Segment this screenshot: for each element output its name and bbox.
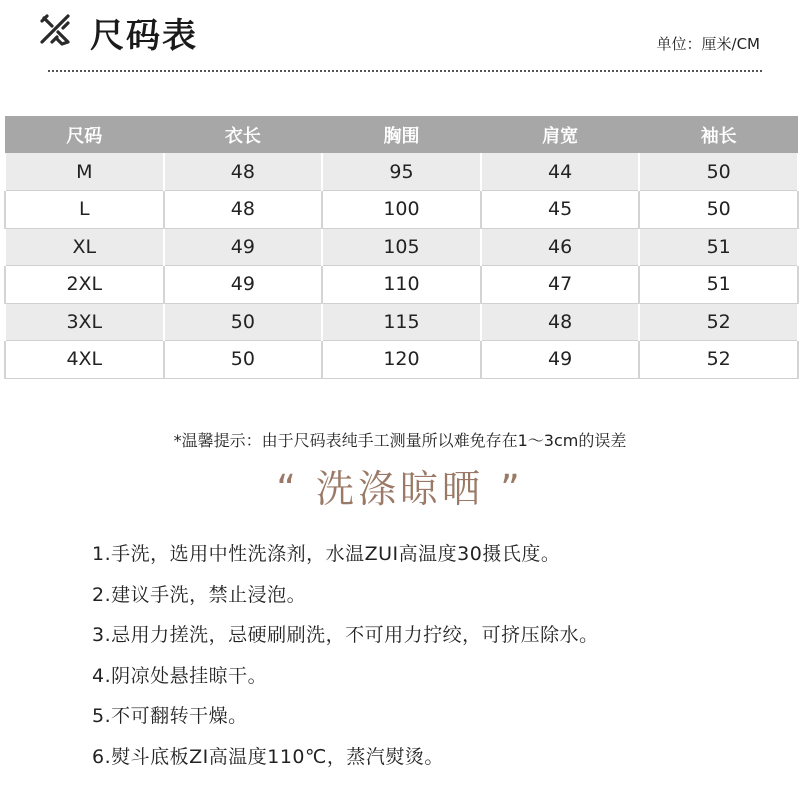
table-cell: 105 — [322, 228, 481, 266]
page-title: 尺码表 — [90, 16, 198, 56]
table-cell: 48 — [164, 153, 323, 191]
table-cell: 50 — [164, 303, 323, 341]
dotted-divider — [48, 70, 762, 72]
table-cell: 48 — [481, 303, 640, 341]
column-header-chest: 胸围 — [322, 116, 481, 153]
table-cell: L — [5, 191, 164, 229]
ruler-pencil-icon — [38, 12, 74, 48]
table-cell: 49 — [164, 266, 323, 304]
table-row — [5, 153, 798, 191]
table-row — [5, 341, 798, 379]
table-cell: 49 — [481, 341, 640, 379]
table-cell: 110 — [322, 266, 481, 304]
column-header-size: 尺码 — [5, 116, 164, 153]
care-instruction: 6.熨斗底板ZI高温度110℃，蒸汽熨烫。 — [92, 745, 444, 768]
table-cell: 50 — [164, 341, 323, 379]
care-instruction: 1.手洗，选用中性洗涤剂，水温ZUI高温度30摄氏度。 — [92, 543, 561, 565]
table-cell: 48 — [164, 191, 323, 229]
wash-section-heading: “ 洗涤晾晒 ” — [276, 467, 524, 511]
table-cell: 47 — [481, 266, 640, 304]
table-cell: 3XL — [5, 303, 164, 341]
table-cell: 120 — [322, 341, 481, 379]
table-cell: 46 — [481, 228, 640, 266]
care-instruction: 3.忌用力搓洗，忌硬刷刷洗，不可用力拧绞，可挤压除水。 — [92, 624, 599, 646]
table-cell: 49 — [164, 228, 323, 266]
unit-label: 单位：厘米/CM — [656, 35, 760, 53]
column-header-length: 衣长 — [164, 116, 323, 153]
care-instruction: 2.建议手洗，禁止浸泡。 — [92, 583, 307, 606]
table-cell: 95 — [322, 153, 481, 191]
table-cell: 52 — [639, 341, 798, 379]
table-cell: 52 — [639, 303, 798, 341]
table-row — [5, 228, 798, 266]
care-instruction: 5.不可翻转干燥。 — [92, 705, 248, 727]
table-cell: 50 — [639, 191, 798, 229]
table-cell: 4XL — [5, 341, 164, 379]
measurement-tip: *温馨提示：由于尺码表纯手工测量所以难免存在1～3cm的误差 — [173, 431, 627, 450]
size-table — [4, 116, 799, 379]
table-cell: 2XL — [5, 266, 164, 304]
table-cell: 100 — [322, 191, 481, 229]
table-row — [5, 266, 798, 304]
table-cell: 44 — [481, 153, 640, 191]
table-cell: 51 — [639, 266, 798, 304]
table-cell: 50 — [639, 153, 798, 191]
column-header-shoulder: 肩宽 — [481, 116, 640, 153]
table-header-row — [5, 116, 798, 153]
column-header-sleeve: 袖长 — [639, 116, 798, 153]
table-cell: XL — [5, 228, 164, 266]
table-cell: 45 — [481, 191, 640, 229]
table-row — [5, 303, 798, 341]
table-cell: M — [5, 153, 164, 191]
care-instruction: 4.阴凉处悬挂晾干。 — [92, 664, 268, 687]
table-cell: 51 — [639, 228, 798, 266]
care-instructions-list — [92, 540, 599, 783]
table-cell: 115 — [322, 303, 481, 341]
table-row — [5, 191, 798, 229]
